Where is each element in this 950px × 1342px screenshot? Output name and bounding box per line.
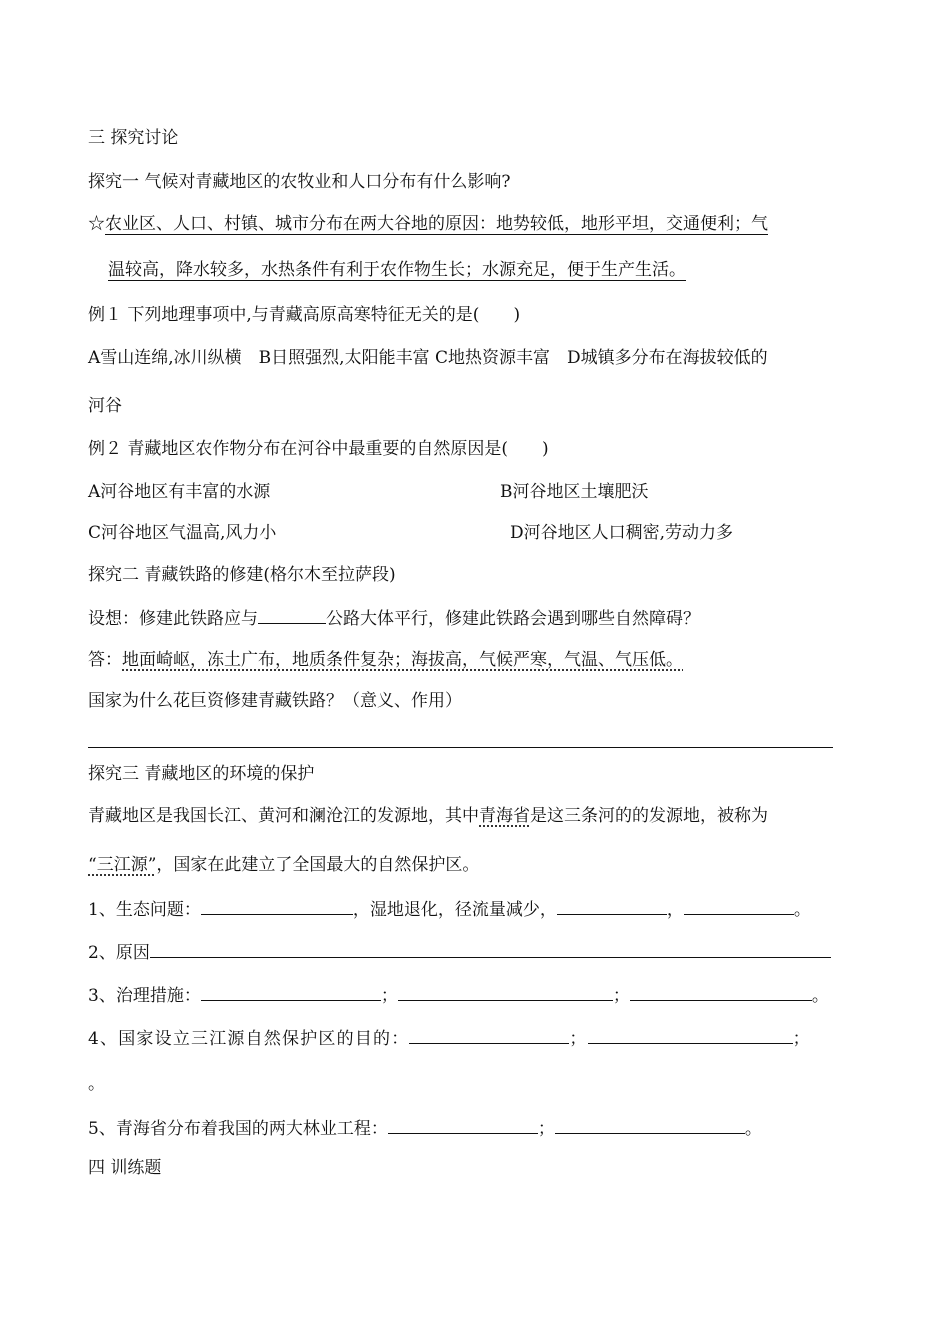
qinghai-province: 青海省 [479,806,530,826]
item-1-period: 。 [793,900,811,920]
question-2-why: 国家为什么花巨资修建青藏铁路？（意义、作用） [88,691,462,711]
example-2-option-c: C河谷地区气温高,风力小 [88,523,277,543]
item-4-purpose [88,1025,811,1051]
item-2-label: 2、原因 [88,943,150,963]
paragraph-2-text-b: ，国家在此建立了全国最大的自然保护区。 [156,855,480,875]
example-1-options: A雪山连绵,冰川纵横 B日照强烈,太阳能丰富 C地热资源丰富 D城镇多分布在海拔较低的 [88,348,768,368]
question-3-paragraph-1 [88,804,768,828]
item-3-period: 。 [811,986,829,1006]
item-5-label: 5、青海省分布着我国的两大林业工程： [88,1119,388,1139]
answer-2-text: 地面崎岖，冻土广布，地质条件复杂；海拔高，气候严寒，气温、气压低。 [122,650,683,670]
example-2: 例２ 青藏地区农作物分布在河谷中最重要的自然原因是( ) [88,439,549,459]
item-4-blank-1[interactable] [409,1025,569,1044]
star-icon: ☆ [88,214,105,234]
section-4-title: 四 训练题 [88,1158,162,1178]
item-5-blank-1[interactable] [388,1115,538,1134]
item-1-blank-3[interactable] [684,896,794,915]
question-3: 探究三 青藏地区的环境的保护 [88,764,315,784]
item-3-sep-2: ； [612,986,630,1006]
item-1-label: 1、生态问题： [88,900,201,920]
answer-1-text-a: 农业区、人口、村镇、城市分布在两大谷地的原因：地势较低，地形平坦，交通便利；气 [105,214,768,234]
question-2-answer [88,648,683,672]
item-4-label: 4、国家设立三江源自然保护区的目的： [88,1029,410,1049]
paragraph-1-text-c: 是这三条河的的发源地，被称为 [530,806,768,826]
item-1-ecological-problems [88,896,811,922]
question-3-paragraph-2 [88,853,479,877]
question-1: 探究一 气候对青藏地区的农牧业和人口分布有什么影响? [88,172,511,192]
item-4-sep: ； [569,1029,588,1049]
item-2-blank[interactable] [150,939,831,958]
answer-1-line-2 [108,258,686,282]
item-4-end: ； [792,1029,811,1049]
section-3-title: 三 探究讨论 [88,128,179,148]
item-2-reason [88,939,831,965]
answer-label: 答： [88,650,122,670]
example-2-option-d: D河谷地区人口稠密,劳动力多 [510,523,734,543]
item-3-blank-1[interactable] [201,982,381,1001]
item-5-forestry [88,1115,762,1141]
answer-1-line-1 [88,212,768,236]
item-1-comma: ， [666,900,684,920]
item-3-blank-2[interactable] [398,982,613,1001]
item-1-text-b: ，湿地退化，径流量减少， [352,900,557,920]
item-5-blank-2[interactable] [555,1115,745,1134]
answer-1-text-b: 温较高，降水较多，水热条件有利于农作物生长；水源充足，便于生产生活。 [108,260,686,280]
item-3-blank-3[interactable] [630,982,812,1001]
answer-line[interactable] [88,747,833,748]
item-3-measures [88,982,829,1008]
item-5-sep: ； [537,1119,555,1139]
item-1-blank-1[interactable] [201,896,353,915]
example-2-option-a: A河谷地区有丰富的水源 [88,482,271,502]
question-2-hypothesis [88,605,700,631]
hypothesis-text-b: 公路大体平行，修建此铁路会遇到哪些自然障碍？ [326,609,700,629]
example-1-options-cont: 河谷 [88,396,122,416]
example-2-option-b: B河谷地区土壤肥沃 [500,482,649,502]
item-1-blank-2[interactable] [557,896,667,915]
example-1: 例１ 下列地理事项中,与青藏高原高寒特征无关的是( ) [88,305,521,325]
item-4-blank-2[interactable] [588,1025,793,1044]
hypothesis-text-a: 设想：修建此铁路应与 [88,609,258,629]
item-5-period: 。 [744,1119,762,1139]
highway-blank[interactable] [258,605,326,624]
item-3-label: 3、治理措施： [88,986,201,1006]
item-4-cont: 。 [88,1074,105,1094]
question-2: 探究二 青藏铁路的修建(格尔木至拉萨段) [88,565,396,585]
item-3-sep-1: ； [380,986,398,1006]
paragraph-1-text-a: 青藏地区是我国长江、黄河和澜沧江的发源地，其中 [88,806,479,826]
three-rivers-source: “三江源” [88,855,157,875]
